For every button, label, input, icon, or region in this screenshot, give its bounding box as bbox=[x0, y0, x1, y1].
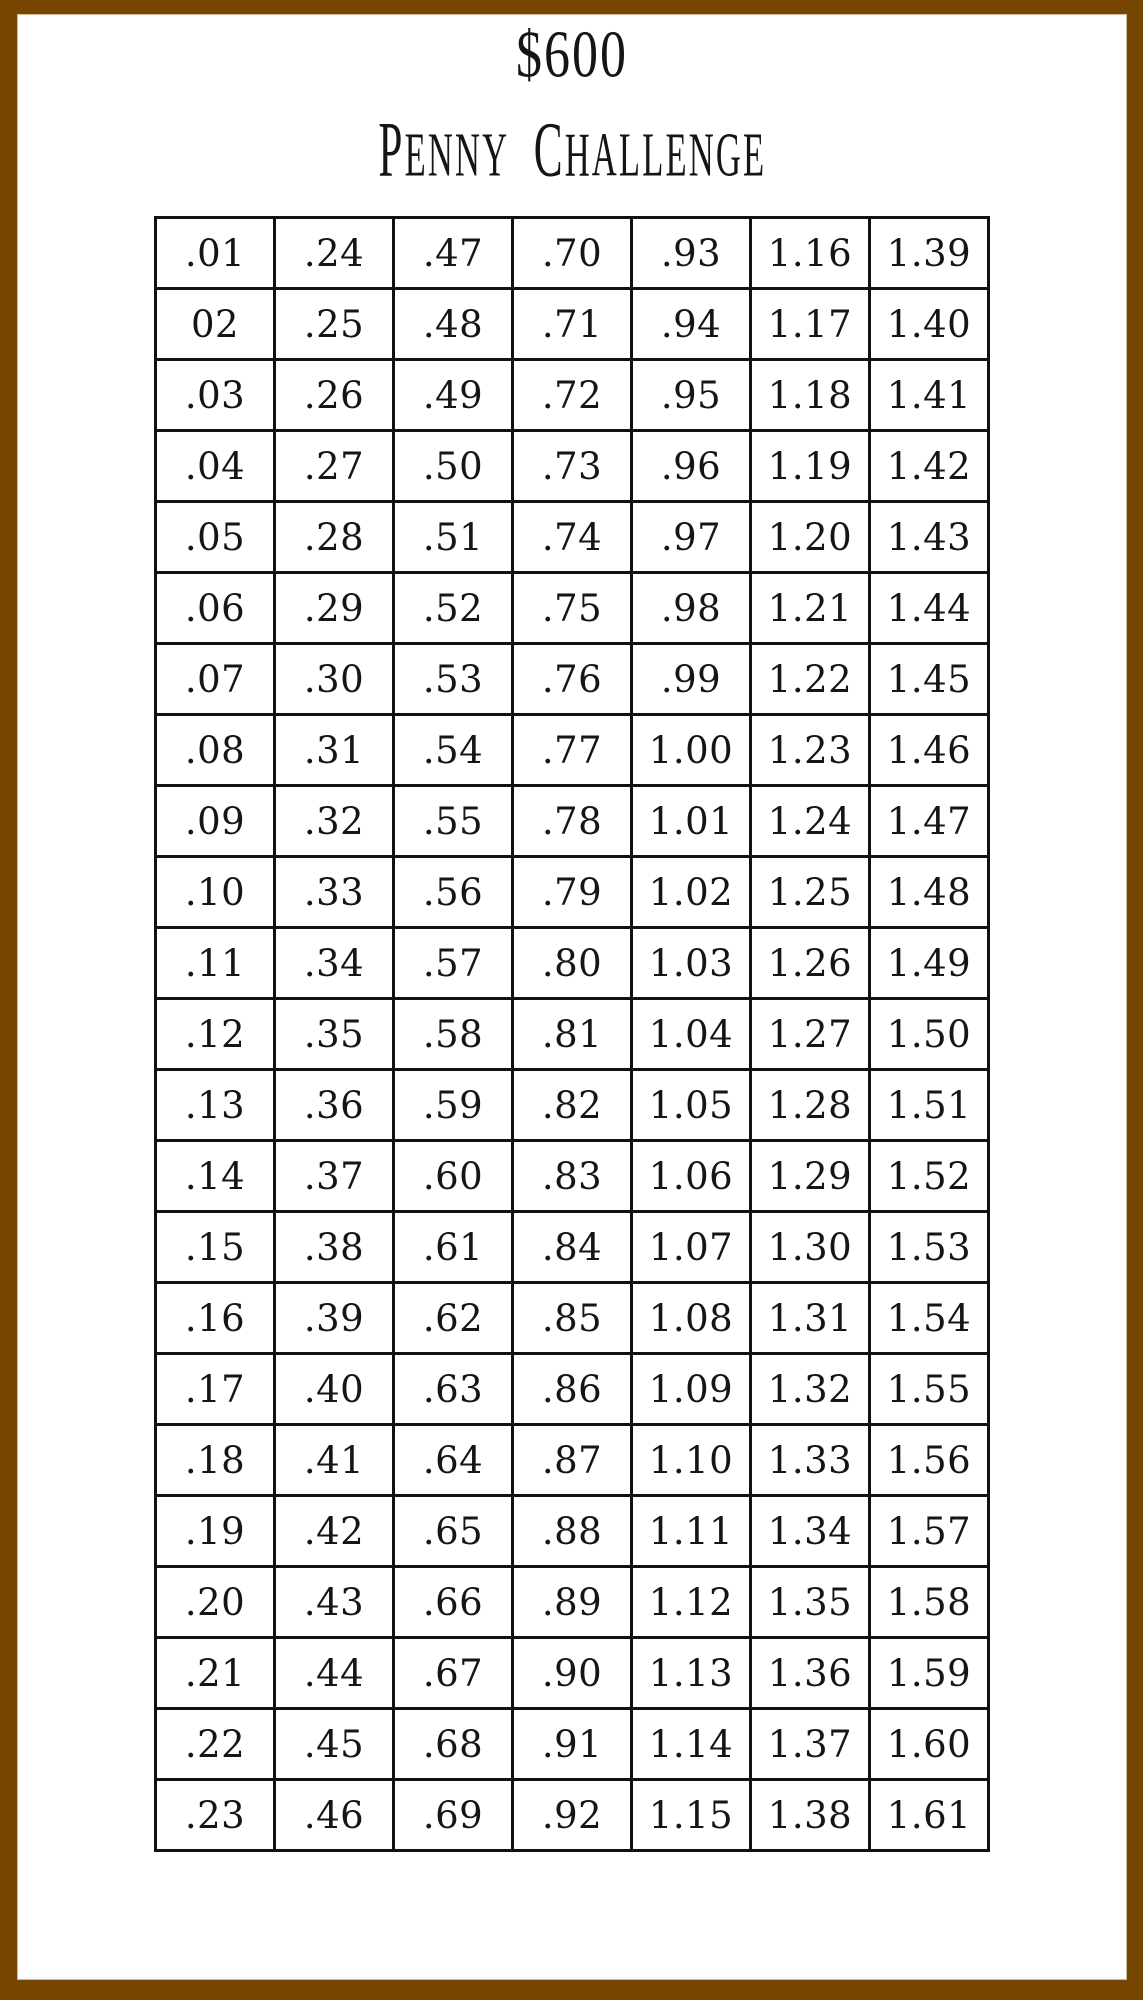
amount-cell: 1.42 bbox=[870, 431, 989, 502]
amount-cell: 1.07 bbox=[632, 1212, 751, 1283]
table-row bbox=[156, 786, 989, 857]
amount-cell: .33 bbox=[275, 857, 394, 928]
amount-cell: .73 bbox=[513, 431, 632, 502]
amount-cell: .79 bbox=[513, 857, 632, 928]
amount-cell: 1.18 bbox=[751, 360, 870, 431]
table-row bbox=[156, 1496, 989, 1567]
amount-cell: .38 bbox=[275, 1212, 394, 1283]
amount-cell: .92 bbox=[513, 1780, 632, 1851]
amount-cell: .97 bbox=[632, 502, 751, 573]
amount-cell: 1.09 bbox=[632, 1354, 751, 1425]
amount-cell: .10 bbox=[156, 857, 275, 928]
table-row bbox=[156, 1141, 989, 1212]
amount-cell: .55 bbox=[394, 786, 513, 857]
table-row bbox=[156, 431, 989, 502]
amount-cell: .50 bbox=[394, 431, 513, 502]
table-row bbox=[156, 1212, 989, 1283]
amount-cell: .45 bbox=[275, 1709, 394, 1780]
amount-cell: .82 bbox=[513, 1070, 632, 1141]
amount-cell: 1.24 bbox=[751, 786, 870, 857]
amount-cell: .46 bbox=[275, 1780, 394, 1851]
amount-cell: .42 bbox=[275, 1496, 394, 1567]
table-row bbox=[156, 857, 989, 928]
amount-cell: .09 bbox=[156, 786, 275, 857]
amount-cell: 1.14 bbox=[632, 1709, 751, 1780]
amount-cell: .96 bbox=[632, 431, 751, 502]
amount-cell: .24 bbox=[275, 218, 394, 289]
amount-cell: .95 bbox=[632, 360, 751, 431]
amount-cell: .40 bbox=[275, 1354, 394, 1425]
amount-cell: 1.44 bbox=[870, 573, 989, 644]
amount-cell: .99 bbox=[632, 644, 751, 715]
amount-cell: 1.52 bbox=[870, 1141, 989, 1212]
amount-cell: .68 bbox=[394, 1709, 513, 1780]
amount-cell: .80 bbox=[513, 928, 632, 999]
amount-cell: 1.17 bbox=[751, 289, 870, 360]
amount-cell: .19 bbox=[156, 1496, 275, 1567]
amount-cell: .72 bbox=[513, 360, 632, 431]
amount-cell: .67 bbox=[394, 1638, 513, 1709]
amount-cell: .06 bbox=[156, 573, 275, 644]
amount-cell: .91 bbox=[513, 1709, 632, 1780]
amount-cell: .36 bbox=[275, 1070, 394, 1141]
amount-cell: .74 bbox=[513, 502, 632, 573]
amount-cell: .29 bbox=[275, 573, 394, 644]
amount-cell: .77 bbox=[513, 715, 632, 786]
amount-cell: 1.35 bbox=[751, 1567, 870, 1638]
amount-cell: 1.53 bbox=[870, 1212, 989, 1283]
table-row bbox=[156, 999, 989, 1070]
amount-cell: .89 bbox=[513, 1567, 632, 1638]
amount-cell: 1.25 bbox=[751, 857, 870, 928]
amount-cell: .22 bbox=[156, 1709, 275, 1780]
amount-cell: .63 bbox=[394, 1354, 513, 1425]
amount-cell: .28 bbox=[275, 502, 394, 573]
amount-cell: 1.59 bbox=[870, 1638, 989, 1709]
amount-cell: .15 bbox=[156, 1212, 275, 1283]
amount-cell: 1.36 bbox=[751, 1638, 870, 1709]
amount-cell: 1.06 bbox=[632, 1141, 751, 1212]
amount-cell: .98 bbox=[632, 573, 751, 644]
table-row bbox=[156, 1709, 989, 1780]
amount-cell: .11 bbox=[156, 928, 275, 999]
table-row bbox=[156, 1567, 989, 1638]
amount-cell: .69 bbox=[394, 1780, 513, 1851]
amount-cell: 1.46 bbox=[870, 715, 989, 786]
table-row bbox=[156, 644, 989, 715]
amount-cell: .61 bbox=[394, 1212, 513, 1283]
amount-cell: .26 bbox=[275, 360, 394, 431]
amount-cell: .62 bbox=[394, 1283, 513, 1354]
amount-cell: 1.34 bbox=[751, 1496, 870, 1567]
amount-cell: 1.51 bbox=[870, 1070, 989, 1141]
amount-cell: 1.57 bbox=[870, 1496, 989, 1567]
amount-cell: 02 bbox=[156, 289, 275, 360]
amount-cell: 1.39 bbox=[870, 218, 989, 289]
amount-cell: .58 bbox=[394, 999, 513, 1070]
amount-cell: .54 bbox=[394, 715, 513, 786]
amount-cell: .41 bbox=[275, 1425, 394, 1496]
heading-initial-p: P bbox=[378, 106, 405, 193]
amount-cell: 1.27 bbox=[751, 999, 870, 1070]
amount-cell: .16 bbox=[156, 1283, 275, 1354]
amount-cell: .93 bbox=[632, 218, 751, 289]
amount-cell: .59 bbox=[394, 1070, 513, 1141]
amount-cell: 1.16 bbox=[751, 218, 870, 289]
amount-cell: .88 bbox=[513, 1496, 632, 1567]
amount-cell: .56 bbox=[394, 857, 513, 928]
amount-cell: .71 bbox=[513, 289, 632, 360]
amount-cell: 1.00 bbox=[632, 715, 751, 786]
amount-cell: .57 bbox=[394, 928, 513, 999]
amount-cell: .12 bbox=[156, 999, 275, 1070]
amount-cell: 1.38 bbox=[751, 1780, 870, 1851]
amount-cell: 1.41 bbox=[870, 360, 989, 431]
table-row bbox=[156, 1283, 989, 1354]
amount-cell: 1.15 bbox=[632, 1780, 751, 1851]
amount-cell: .17 bbox=[156, 1354, 275, 1425]
table-row bbox=[156, 573, 989, 644]
amount-cell: .84 bbox=[513, 1212, 632, 1283]
amount-cell: 1.12 bbox=[632, 1567, 751, 1638]
amount-cell: .07 bbox=[156, 644, 275, 715]
table-row bbox=[156, 1425, 989, 1496]
amount-cell: .34 bbox=[275, 928, 394, 999]
amount-cell: 1.47 bbox=[870, 786, 989, 857]
table-row bbox=[156, 715, 989, 786]
page-title bbox=[378, 91, 766, 220]
table-row bbox=[156, 218, 989, 289]
amount-cell: 1.32 bbox=[751, 1354, 870, 1425]
amount-cell: .31 bbox=[275, 715, 394, 786]
amount-cell: .49 bbox=[394, 360, 513, 431]
amount-cell: 1.01 bbox=[632, 786, 751, 857]
heading-rest-hallenge: HALLENGE bbox=[564, 121, 766, 190]
amount-cell: .78 bbox=[513, 786, 632, 857]
page-title-amount: $600 bbox=[516, 18, 628, 92]
amount-cell: .35 bbox=[275, 999, 394, 1070]
amount-cell: .83 bbox=[513, 1141, 632, 1212]
table-row bbox=[156, 1354, 989, 1425]
amount-cell: 1.56 bbox=[870, 1425, 989, 1496]
amount-cell: 1.37 bbox=[751, 1709, 870, 1780]
penny-amounts-table bbox=[154, 216, 990, 1852]
amount-cell: .60 bbox=[394, 1141, 513, 1212]
amount-cell: .03 bbox=[156, 360, 275, 431]
amount-cell: .18 bbox=[156, 1425, 275, 1496]
amount-cell: 1.28 bbox=[751, 1070, 870, 1141]
amount-cell: .87 bbox=[513, 1425, 632, 1496]
amount-cell: .52 bbox=[394, 573, 513, 644]
amount-cell: .76 bbox=[513, 644, 632, 715]
heading-initial-c: C bbox=[533, 106, 565, 193]
heading-word-penny bbox=[378, 106, 509, 193]
amount-cell: 1.45 bbox=[870, 644, 989, 715]
amount-cell: .20 bbox=[156, 1567, 275, 1638]
amount-cell: 1.48 bbox=[870, 857, 989, 928]
amount-cell: .27 bbox=[275, 431, 394, 502]
amount-cell: 1.08 bbox=[632, 1283, 751, 1354]
amount-cell: 1.55 bbox=[870, 1354, 989, 1425]
amount-cell: 1.29 bbox=[751, 1141, 870, 1212]
amount-cell: 1.20 bbox=[751, 502, 870, 573]
amount-cell: .51 bbox=[394, 502, 513, 573]
amount-cell: .66 bbox=[394, 1567, 513, 1638]
amount-cell: .75 bbox=[513, 573, 632, 644]
amount-cell: 1.61 bbox=[870, 1780, 989, 1851]
amount-cell: .04 bbox=[156, 431, 275, 502]
table-row bbox=[156, 1780, 989, 1851]
amount-cell: .43 bbox=[275, 1567, 394, 1638]
amount-cell: .23 bbox=[156, 1780, 275, 1851]
amount-cell: .64 bbox=[394, 1425, 513, 1496]
heading-word-challenge bbox=[533, 106, 766, 193]
amount-cell: 1.58 bbox=[870, 1567, 989, 1638]
amount-cell: 1.10 bbox=[632, 1425, 751, 1496]
amount-cell: .81 bbox=[513, 999, 632, 1070]
amount-cell: .65 bbox=[394, 1496, 513, 1567]
table-row bbox=[156, 502, 989, 573]
amount-cell: .86 bbox=[513, 1354, 632, 1425]
table-row bbox=[156, 1638, 989, 1709]
amount-cell: .70 bbox=[513, 218, 632, 289]
amount-cell: 1.60 bbox=[870, 1709, 989, 1780]
amount-cell: .21 bbox=[156, 1638, 275, 1709]
amount-cell: 1.33 bbox=[751, 1425, 870, 1496]
amount-cell: 1.43 bbox=[870, 502, 989, 573]
amount-cell: .37 bbox=[275, 1141, 394, 1212]
amount-cell: .01 bbox=[156, 218, 275, 289]
amount-cell: 1.30 bbox=[751, 1212, 870, 1283]
amount-cell: .14 bbox=[156, 1141, 275, 1212]
amount-cell: .48 bbox=[394, 289, 513, 360]
amount-cell: .25 bbox=[275, 289, 394, 360]
amount-cell: .05 bbox=[156, 502, 275, 573]
table-row bbox=[156, 289, 989, 360]
amount-cell: 1.04 bbox=[632, 999, 751, 1070]
amount-cell: .39 bbox=[275, 1283, 394, 1354]
table-row bbox=[156, 360, 989, 431]
amount-cell: .47 bbox=[394, 218, 513, 289]
amount-cell: 1.13 bbox=[632, 1638, 751, 1709]
amount-cell: 1.23 bbox=[751, 715, 870, 786]
amount-cell: .90 bbox=[513, 1638, 632, 1709]
amount-cell: 1.11 bbox=[632, 1496, 751, 1567]
page bbox=[17, 14, 1127, 1980]
amount-cell: 1.26 bbox=[751, 928, 870, 999]
amount-cell: .08 bbox=[156, 715, 275, 786]
amount-cell: 1.49 bbox=[870, 928, 989, 999]
amount-cell: 1.21 bbox=[751, 573, 870, 644]
amount-cell: 1.03 bbox=[632, 928, 751, 999]
amount-cell: 1.50 bbox=[870, 999, 989, 1070]
penny-amounts-body bbox=[156, 218, 989, 1851]
heading-rest-enny: ENNY bbox=[404, 121, 509, 190]
amount-cell: .30 bbox=[275, 644, 394, 715]
amount-cell: 1.22 bbox=[751, 644, 870, 715]
amount-cell: .85 bbox=[513, 1283, 632, 1354]
table-row bbox=[156, 928, 989, 999]
amount-cell: 1.54 bbox=[870, 1283, 989, 1354]
amount-cell: 1.02 bbox=[632, 857, 751, 928]
amount-cell: .44 bbox=[275, 1638, 394, 1709]
amount-cell: .13 bbox=[156, 1070, 275, 1141]
amount-cell: 1.40 bbox=[870, 289, 989, 360]
amount-cell: .32 bbox=[275, 786, 394, 857]
amount-cell: 1.31 bbox=[751, 1283, 870, 1354]
amount-cell: 1.19 bbox=[751, 431, 870, 502]
amount-cell: 1.05 bbox=[632, 1070, 751, 1141]
amount-cell: .53 bbox=[394, 644, 513, 715]
amount-cell: .94 bbox=[632, 289, 751, 360]
table-row bbox=[156, 1070, 989, 1141]
